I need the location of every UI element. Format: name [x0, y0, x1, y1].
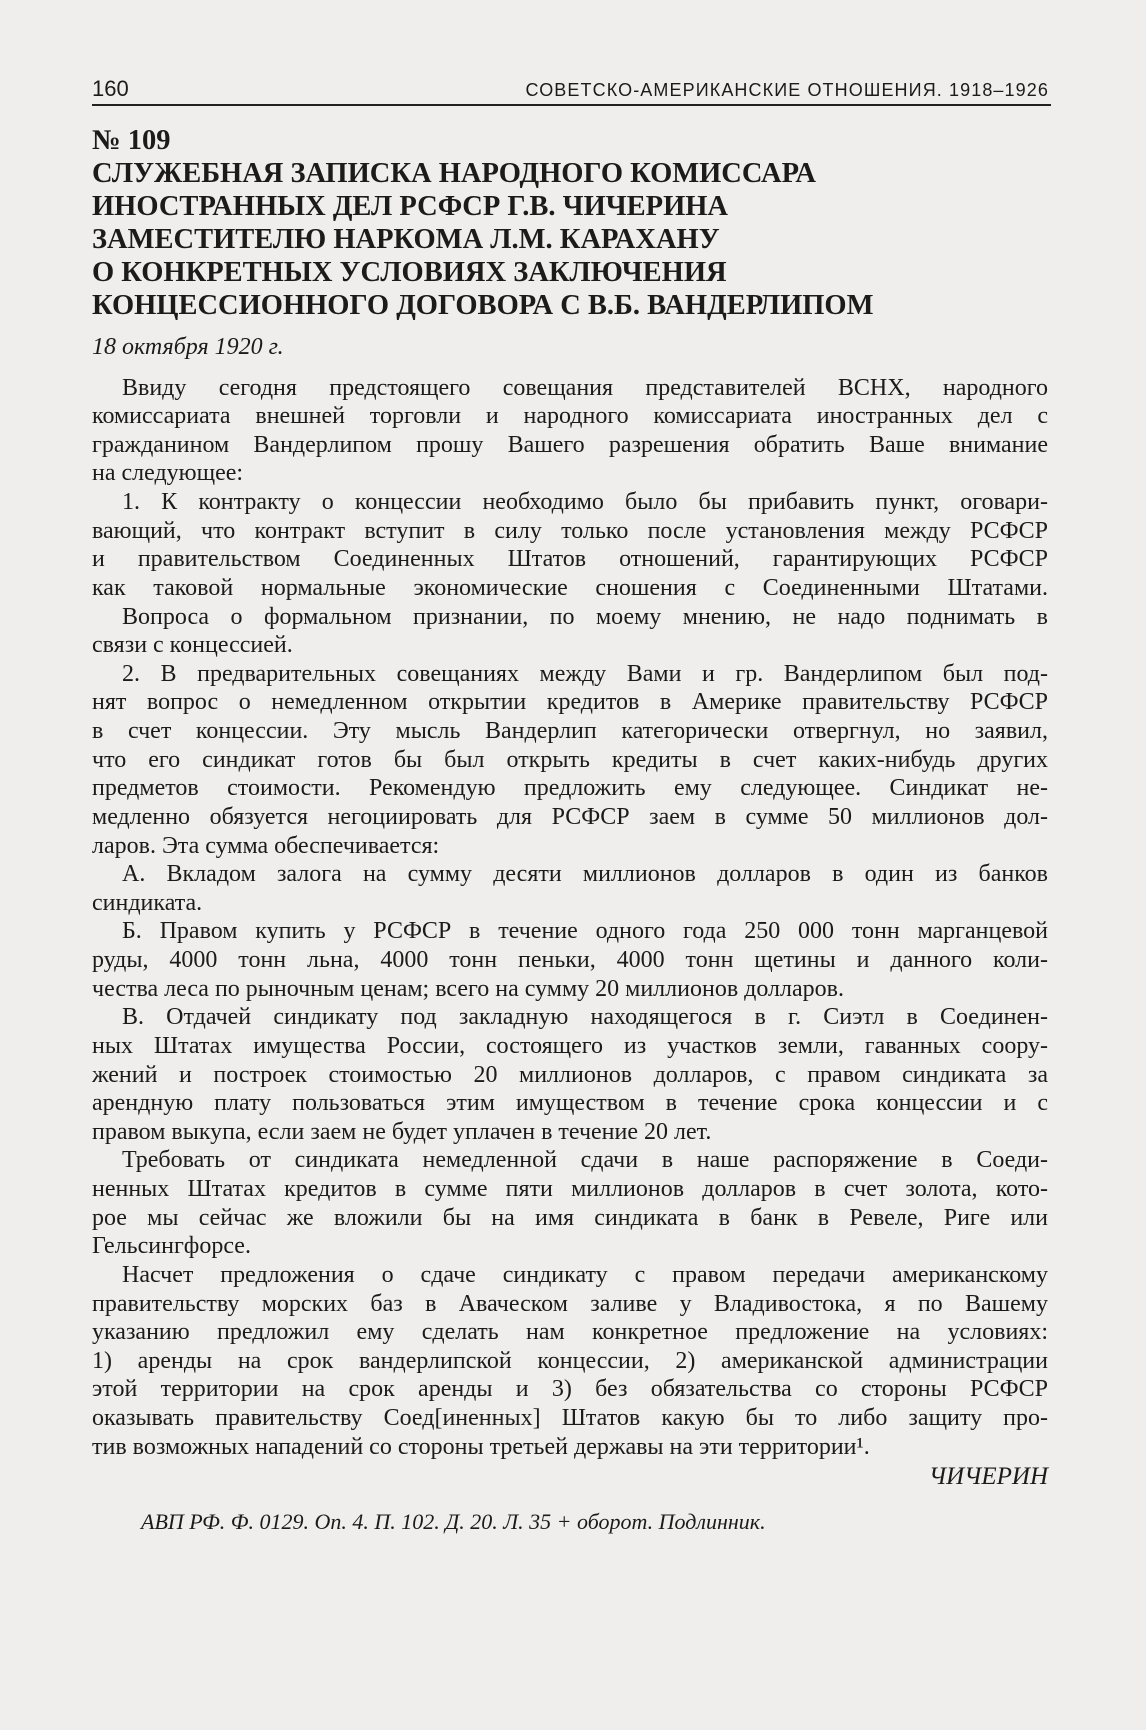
- text-line: комиссариата внешней торговли и народного комиссариата иностранных дел с: [92, 403, 1048, 430]
- title-line: КОНЦЕССИОННОГО ДОГОВОРА С В.Б. ВАНДЕРЛИПОМ: [92, 290, 874, 322]
- text-line: Гельсингфорсе.: [92, 1233, 251, 1260]
- text-line: Ввиду сегодня предстоящего совещания представителей ВСНХ, народного: [122, 374, 1048, 401]
- text-line: А. Вкладом залога на сумму десяти миллионов долларов в один из банков: [122, 861, 1048, 888]
- text-line: на следующее:: [92, 460, 244, 487]
- paragraph-point-2: [92, 660, 1048, 860]
- text-line: 1. К контракту о концессии необходимо было бы прибавить пункт, оговари-: [122, 489, 1048, 515]
- text-line: как таковой нормальные экономические сношения с Соединенными Штатами.: [92, 574, 1048, 601]
- text-line: ларов. Эта сумма обеспечивается:: [92, 832, 440, 859]
- signature: ЧИЧЕРИН: [928, 1463, 1048, 1490]
- title-line: СЛУЖЕБНАЯ ЗАПИСКА НАРОДНОГО КОМИССАРА: [92, 158, 816, 190]
- paragraph-point-1: [92, 488, 1048, 603]
- text-line: связи с концессией.: [92, 632, 293, 659]
- document-body: [92, 374, 1048, 1462]
- text-line: указанию предложил ему сделать нам конкретное предложение на условиях:: [92, 1319, 1048, 1346]
- paragraph-intro: [92, 374, 1048, 489]
- text-line: Насчет предложения о сдаче синдикату с правом передачи американскому: [122, 1261, 1048, 1288]
- text-line: 2. В предварительных совещаниях между Вами и гр. Вандерлипом был под-: [122, 660, 1048, 687]
- text-line: гражданином Вандерлипом прошу Вашего разрешения обратить Ваше внимание: [92, 431, 1048, 458]
- title-line: О КОНКРЕТНЫХ УСЛОВИЯХ ЗАКЛЮЧЕНИЯ: [92, 257, 727, 289]
- title-line: ИНОСТРАННЫХ ДЕЛ РСФСР Г.В. ЧИЧЕРИНА: [92, 191, 728, 223]
- text-line: синдиката.: [92, 889, 203, 916]
- text-line: жений и построек стоимостью 20 миллионов долларов, с правом синдиката за: [92, 1061, 1048, 1088]
- document-number: № 109: [92, 125, 171, 156]
- paragraph-credits: [92, 1146, 1048, 1261]
- text-line: ненных Штатах кредитов в сумме пяти миллионов долларов в счет золота, кото-: [92, 1176, 1048, 1202]
- text-line: нят вопрос о немедленном открытии кредитов в Америке правительству РСФСР: [92, 689, 1048, 716]
- text-line: ных Штатах имущества России, состоящего из участков земли, гаванных соору-: [92, 1032, 1048, 1059]
- text-line: что его синдикат готов бы был открыть кредиты в счет каких-нибудь других: [92, 746, 1048, 773]
- document-date: 18 октября 1920 г.: [92, 334, 284, 360]
- running-header: СОВЕТСКО-АМЕРИКАНСКИЕ ОТНОШЕНИЯ. 1918–1926: [525, 80, 1049, 100]
- text-line: рое мы сейчас же вложили бы на имя синдиката в банк в Ревеле, Риге или: [92, 1204, 1048, 1231]
- text-line: руды, 4000 тонн льна, 4000 тонн пеньки, 4000 тонн щетины и данного коли-: [92, 947, 1048, 973]
- text-line: Вопроса о формальном признании, по моему мнению, не надо поднимать в: [122, 603, 1048, 630]
- paragraph-recognition: [92, 603, 1048, 660]
- text-line: правом выкупа, если заем не будет уплачен в течение 20 лет.: [92, 1118, 712, 1145]
- text-line: в счет концессии. Эту мысль Вандерлип категорически отвергнул, но заявил,: [92, 718, 1048, 744]
- text-line: 1) аренды на срок вандерлипской концессии, 2) американской администрации: [92, 1347, 1048, 1374]
- text-line: медленно обязуется негоциировать для РСФСР заем в сумме 50 миллионов дол-: [92, 803, 1048, 830]
- text-line: В. Отдачей синдикату под закладную находящегося в г. Сиэтл в Соединен-: [122, 1004, 1048, 1031]
- document-heading: [92, 124, 874, 323]
- paragraph-item-a: [92, 860, 1048, 917]
- header-rule: [92, 104, 1051, 106]
- text-line: чества леса по рыночным ценам; всего на сумму 20 миллионов долларов.: [92, 975, 844, 1002]
- text-line: предметов стоимости. Рекомендую предложить ему следующее. Синдикат не-: [92, 775, 1048, 802]
- paragraph-item-v: [92, 1003, 1048, 1146]
- text-line: тив возможных нападений со стороны третьей державы на эти территории¹.: [92, 1433, 870, 1460]
- text-line: и правительством Соединенных Штатов отношений, гарантирующих РСФСР: [92, 546, 1048, 573]
- paragraph-item-b: [92, 917, 1048, 1003]
- text-line: этой территории на срок аренды и 3) без обязательства со стороны РСФСР: [92, 1376, 1048, 1403]
- text-line: оказывать правительству Соед[иненных] Штатов какую бы то либо защиту про-: [92, 1405, 1048, 1431]
- text-line: арендную плату пользоваться этим имуществом в течение срока концессии и с: [92, 1090, 1048, 1117]
- text-line: правительству морских баз в Аваческом заливе у Владивостока, я по Вашему: [92, 1290, 1048, 1317]
- paragraph-naval-bases: [92, 1261, 1048, 1461]
- text-line: Требовать от синдиката немедленной сдачи в наше распоряжение в Соеди-: [122, 1147, 1048, 1174]
- title-line: ЗАМЕСТИТЕЛЮ НАРКОМА Л.М. КАРАХАНУ: [92, 224, 720, 256]
- text-line: вающий, что контракт вступит в силу только после установления между РСФСР: [92, 517, 1048, 544]
- archive-source: АВП РФ. Ф. 0129. Оп. 4. П. 102. Д. 20. Л. 35 + оборот. Подлинник.: [141, 1509, 766, 1534]
- page-number: 160: [92, 76, 129, 101]
- text-line: Б. Правом купить у РСФСР в течение одного года 250 000 тонн марганцевой: [122, 918, 1048, 945]
